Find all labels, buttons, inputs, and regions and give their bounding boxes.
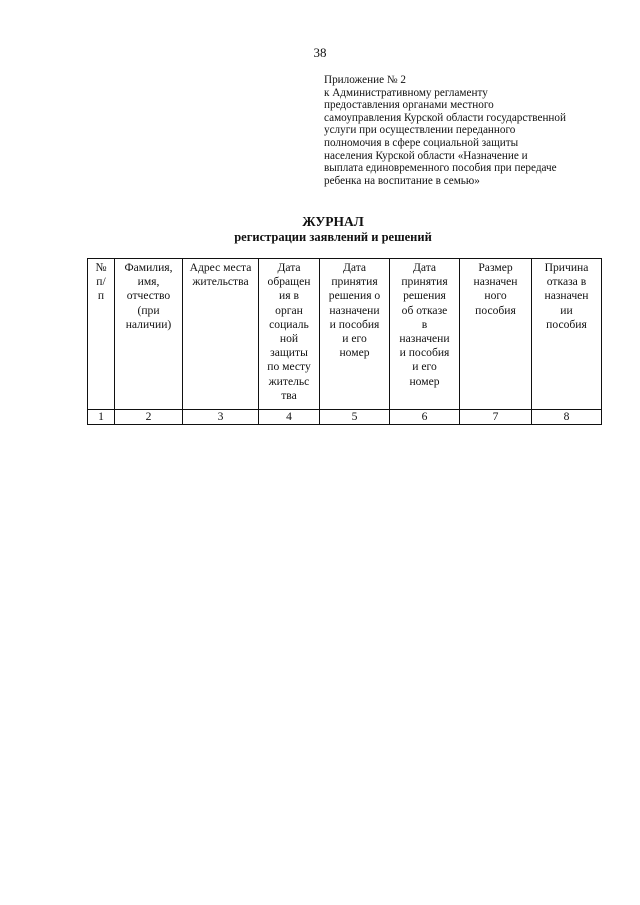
header-line: назначени [329,303,380,317]
header-line: социаль [269,317,309,331]
header-line: назначен [544,289,589,303]
header-line: Дата [277,261,301,274]
column-header-refusal-decision-date [390,259,460,410]
header-line: в [421,317,428,331]
column-number-cell: 8 [532,410,602,425]
header-line: принятия [331,275,378,289]
header-line: защиты [270,346,308,360]
annex-line: предоставления органами местного [324,99,494,112]
header-line: об отказе [401,303,448,317]
header-line: ии [560,303,573,317]
column-number-cell: 7 [460,410,532,425]
journal-title: ЖУРНАЛ [302,214,364,229]
header-line: имя, [137,275,160,289]
page-number: 38 [313,45,327,60]
column-header-full-name [115,259,183,410]
annex-line: ребенка на воспитание в семью» [324,174,480,187]
header-line: обращен [267,275,311,289]
annex-line: населения Курской области «Назначение и [324,149,528,162]
header-line: п [97,289,105,303]
header-line: ной [279,332,299,346]
header-line: номер [339,346,370,360]
header-line: и его [342,332,367,346]
column-number-cell: 3 [183,410,259,425]
table-header-row [88,259,602,410]
column-number-cell: 5 [320,410,390,425]
annex-line: самоуправления Курской области государственной [324,111,566,124]
header-line: назначен [473,275,518,289]
journal-table [87,258,602,425]
header-line: Адрес места [189,261,252,274]
column-number-cell: 4 [259,410,320,425]
column-header-benefit-amount [460,259,532,410]
column-number-cell: 1 [88,410,115,425]
annex-line: полномочия в сфере социальной защиты [324,136,519,149]
header-line: наличии) [125,317,172,331]
column-number-row [88,410,602,425]
header-line: орган [275,303,303,317]
column-header-refusal-reason [532,259,602,410]
header-line: номер [409,374,440,388]
header-line: назначени [399,332,450,346]
header-line: ного [484,289,507,303]
header-line: п/ [96,275,106,289]
header-line: по месту [267,360,311,374]
header-line: принятия [401,275,448,289]
header-line: Размер [478,261,513,274]
journal-subtitle: регистрации заявлений и решений [234,230,432,244]
header-line: № [95,261,107,274]
column-number-cell: 2 [115,410,183,425]
header-line: ия в [279,289,299,303]
header-line: Причина [544,261,589,274]
header-line: отчество [126,289,171,303]
header-line: Дата [342,261,367,274]
header-line: и пособия [329,317,380,331]
column-header-number [88,259,115,410]
header-line: решения [403,289,446,303]
annex-line: услуги при осуществлении переданного [324,124,516,137]
header-line: пособия [546,317,587,331]
header-line: тва [281,388,297,402]
header-line: жительства [192,275,249,289]
column-number-cell: 6 [390,410,460,425]
annex-caption [324,74,614,187]
header-line: (при [137,303,160,317]
header-line: решения о [328,289,381,303]
header-line: Фамилия, [124,261,173,274]
header-line: жительс [268,374,310,388]
annex-line: Приложение № 2 [324,74,406,86]
header-line: и пособия [399,346,450,360]
header-line: пособия [475,303,516,317]
annex-line: к Административному регламенту [324,86,488,99]
column-header-address [183,259,259,410]
header-line: Дата [412,261,437,274]
column-header-assignment-decision-date [320,259,390,410]
header-line: и его [412,360,437,374]
column-header-application-date [259,259,320,410]
annex-line: выплата единовременного пособия при передаче [324,162,557,175]
header-line: отказа в [546,275,587,289]
